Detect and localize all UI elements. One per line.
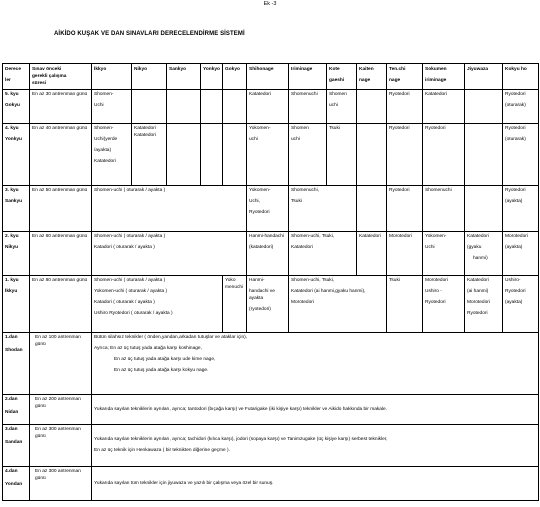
tenchinage-cell: Ryotedori bbox=[387, 124, 423, 186]
level-cell: 1. kyu İkkyu bbox=[3, 276, 30, 333]
tenchinage-cell: Ryotedori bbox=[387, 186, 423, 232]
annex-label: Ek -3 bbox=[263, 1, 277, 7]
header-shihonage: Shihonage bbox=[247, 64, 289, 90]
sokumen-cell: Ryotedori bbox=[423, 124, 465, 186]
requirements-cell: Yukarıda sayılan tekniklerin aynıları, ayrıca; tachidori (kılıca karşı), jodori (sopaya karşı) ve Tanimzugake (üç kişiye karşı) serbest teknikler, En az üç teknik için Henkawaza ( bir teknikten diğerine geçme ). bbox=[92, 425, 539, 467]
kotegaeshi-cell: Shomen uchi bbox=[327, 90, 357, 124]
level-cell: 2. kyu Nikyu bbox=[3, 232, 30, 276]
level-cell: 4. kyu Yonkyu bbox=[3, 124, 30, 186]
level-cell: 5. kyu Gokyu bbox=[3, 90, 30, 124]
table-row-5kyu bbox=[3, 90, 539, 124]
document-title: AİKİDO KUŞAK VE DAN SINAVLARI DERECELENDİRME SİSTEMİ bbox=[54, 31, 245, 37]
duration-cell: En az 200 antrenman günü bbox=[30, 395, 92, 425]
header-dereceler: Derece ler bbox=[3, 64, 30, 90]
header-kokyuho: Kokyu ho bbox=[503, 64, 539, 90]
requirements-cell: Yukarıda sayılan tüm teknikler için jiyuwaza ve yazılı bir çalışma veya özel bir sunuş. bbox=[92, 467, 539, 501]
sokumen-cell: Katatedori bbox=[423, 90, 465, 124]
sokumen-cell: Yokomen- Uchi bbox=[423, 232, 465, 276]
header-kaitennage: Kaiten nage bbox=[357, 64, 387, 90]
kokyuho-cell: Ushiro- Ryotedori (ayakta) bbox=[503, 276, 539, 333]
header-sinav-suresi: Sınav önceki gerekli çalışma süresi bbox=[30, 64, 92, 90]
shihonage-cell: Katatedori bbox=[247, 90, 289, 124]
nikyo-cell: Katatedori Katatedori bbox=[132, 124, 167, 186]
kokyuho-cell: Morotedori (ayakta) bbox=[503, 232, 539, 276]
shihonage-cell: Yokomen- uchi bbox=[247, 124, 289, 186]
iriminage-cell: Shomenuchi, Tsuki bbox=[289, 186, 357, 232]
level-cell: 3. kyu Sankyu bbox=[3, 186, 30, 232]
kaitennage-cell: Katatedori bbox=[357, 232, 387, 276]
iriminage-cell: Shomen-uchi, Tsuki, Katatedori bbox=[289, 232, 357, 276]
header-gokyo: Gokyo bbox=[223, 64, 247, 90]
ikkyo-to-yonkyo-cell: Shomen-uchi ( oturarak / ayakta ) Yokomen-uchi ( oturarak / ayakta ) Katadori ( oturarak / ayakta ) Ushiro Ryotedori ( oturarak / ayakta ) bbox=[92, 276, 223, 333]
table-row-2dan bbox=[3, 395, 539, 425]
level-cell: 1.dan Shodan bbox=[3, 333, 30, 395]
header-jiyuwaza: Jiyuwaza bbox=[465, 64, 503, 90]
table-row-4dan bbox=[3, 467, 539, 501]
ikkyo-to-gokyo-cell: Shomen-uchi ( oturarak / ayakta ) bbox=[92, 186, 247, 232]
duration-cell: En az 40 antrenman günü bbox=[30, 124, 92, 186]
iriminage-cell: Shomen-uchi, Tsuki, Katatedori (ai hanmi,gyaku hanmi), Morotedori bbox=[289, 276, 387, 333]
table-row-2kyu bbox=[3, 232, 539, 276]
duration-cell: En az 30 antrenman günü bbox=[30, 90, 92, 124]
iriminage-cell: Shomen uchi bbox=[289, 124, 327, 186]
header-sankyo: Sankyo bbox=[167, 64, 201, 90]
duration-cell: En az 50 antrenman günü bbox=[30, 186, 92, 232]
sokumen-cell: Shomenuchi bbox=[423, 186, 465, 232]
level-cell: 2.dan Nidan bbox=[3, 395, 30, 425]
table-row-3dan bbox=[3, 425, 539, 467]
grading-table bbox=[2, 63, 539, 501]
gokyo-cell: Yoko menuchi bbox=[223, 276, 247, 333]
sokumen-cell: Morotedori Ushiro - Ryotedori bbox=[423, 276, 465, 333]
table-row-1kyu bbox=[3, 276, 539, 333]
header-iriminage: Iriminage bbox=[289, 64, 327, 90]
kotegaeshi-cell: Tsuki bbox=[327, 124, 357, 186]
duration-cell: En az 80 antrenman günü bbox=[30, 276, 92, 333]
duration-cell: En az 100 antrenman günü bbox=[30, 333, 92, 395]
header-yonkyo: Yonkyo bbox=[201, 64, 223, 90]
tenchinage-cell: Tsuki bbox=[387, 276, 423, 333]
kokyuho-cell: Ryotedori (oturarak) bbox=[503, 124, 539, 186]
header-ikkyo: İkkyo bbox=[92, 64, 132, 90]
header-nikyo: Nikyo bbox=[132, 64, 167, 90]
jiyuwaza-cell: Katatedori (ai hanmi) Morotedori Ryotedori bbox=[465, 276, 503, 333]
shihonage-cell: Yokomen- Uchi, Ryotedori bbox=[247, 186, 289, 232]
table-row-1dan bbox=[3, 333, 539, 395]
level-cell: 3.dan Sandan bbox=[3, 425, 30, 467]
duration-cell: En az 300 antrenman günü bbox=[30, 467, 92, 501]
duration-cell: En az 60 antrenman günü bbox=[30, 232, 92, 276]
ikkyo-cell: Shomen- Uchi bbox=[92, 90, 132, 124]
requirements-cell: Bütün silahsız teknikler ( önden,yandan,arkadan tutuşlar ve ataklar için), Ayrıca; En az üç tutuş yada atağa karşı koshinage, En az üç tutuş yada atağa karşı ude kime nage, En az üç tutuş yada atağa karşı kokyu nage. bbox=[92, 333, 539, 395]
jiyuwaza-cell: Katatedori (gyaku hanmi) bbox=[465, 232, 503, 276]
tenchinage-cell: Ryotedori bbox=[387, 90, 423, 124]
shihonage-cell: Hanmi-handachi (katatedori) bbox=[247, 232, 289, 276]
ikkyo-to-gokyo-cell: Shomen-uchi ( oturarak / ayakta ) Katadori ( oturarak / ayakta ) bbox=[92, 232, 247, 276]
header-kotegaeshi: Kote gaeshi bbox=[327, 64, 357, 90]
header-row bbox=[3, 64, 539, 90]
level-cell: 4.dan Yondan bbox=[3, 467, 30, 501]
kokyuho-cell: Ryotedori (oturarak) bbox=[503, 90, 539, 124]
header-tenchinage: Ten.chi nage bbox=[387, 64, 423, 90]
duration-cell: En az 300 antrenman günü bbox=[30, 425, 92, 467]
tenchinage-cell: Morotedori bbox=[387, 232, 423, 276]
shihonage-cell: Hanmi- handachi ve ayakta (ryotedori) bbox=[247, 276, 289, 333]
iriminage-cell: Shomenuchi bbox=[289, 90, 327, 124]
header-sokumen-iriminage: Sokumen iriminage bbox=[423, 64, 465, 90]
ikkyo-cell: Shomen- Uchi(yerde /ayakta) Katatedori bbox=[92, 124, 132, 186]
table-row-3kyu bbox=[3, 186, 539, 232]
kokyuho-cell: Ryotedori (ayakta) bbox=[503, 186, 539, 232]
table-row-4kyu bbox=[3, 124, 539, 186]
requirements-cell: Yukarıda sayılan tekniklerin aynıları, ayrıca; tantodori (bıçağa karşı) ve Futarigake (iki kişiye karşı) teknikler ve Aikido hakkında bir makale. bbox=[92, 395, 539, 425]
